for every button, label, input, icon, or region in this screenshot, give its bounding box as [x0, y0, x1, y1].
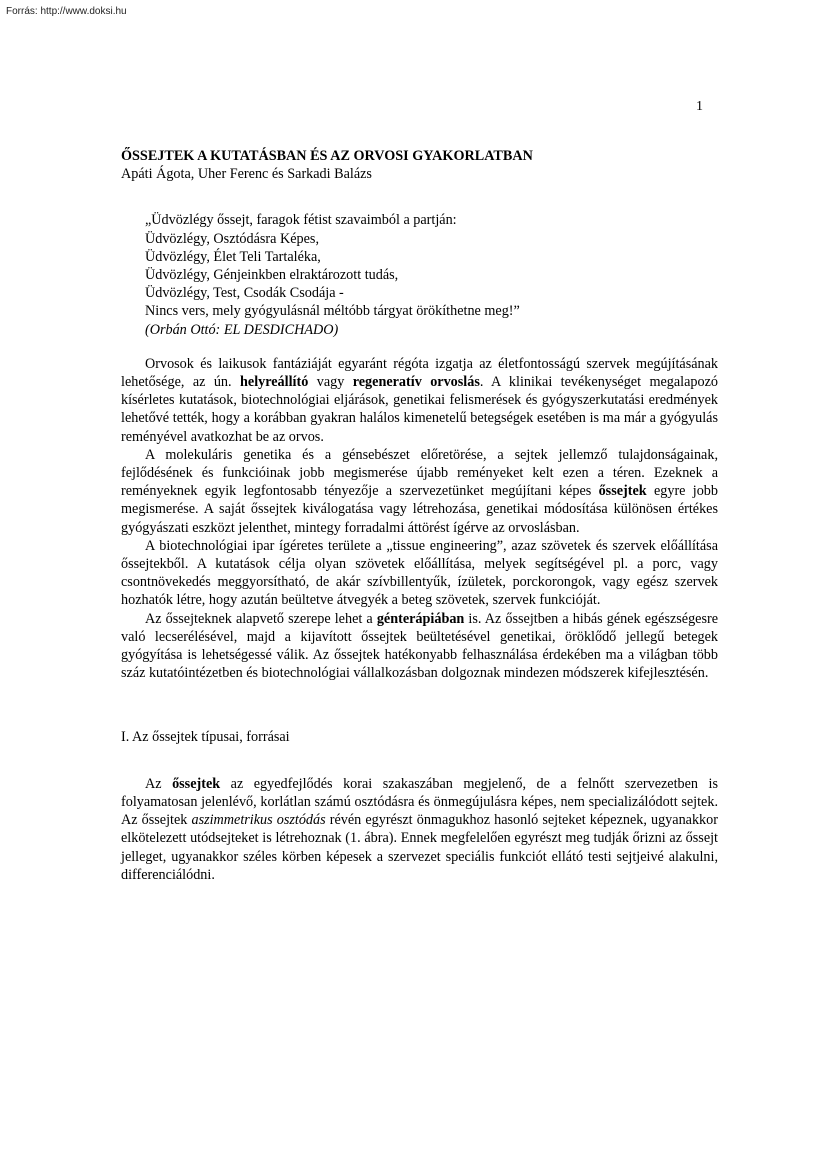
poem-line: Üdvözlégy, Élet Teli Tartaléka, [145, 248, 321, 265]
bold-term: őssejtek [172, 775, 221, 792]
article-authors: Apáti Ágota, Uher Ferenc és Sarkadi Balázs [121, 166, 372, 183]
italic-term: aszimmetrikus osztódás [191, 812, 326, 829]
body-paragraph [121, 537, 718, 610]
text-run: Az őssejteknek alapvető szerepe lehet a [145, 610, 377, 627]
body-paragraph [121, 355, 718, 446]
text-run: is. Az őssejtben a hibás gének egészségesre való lecserélésével, majd a kijavított őssejtek beültetésével genetikai, öröklődő jellegű betegek gyógyítása is lehetségessé válik. Az őssejtek hatékonyabb felhasználása érdekében ma a világban több száz kutatóintézetben és biotechnológiai vállalkozásban dolgoznak mindezen módszerek kifejlesztésén. [121, 610, 719, 682]
bold-term: őssejtek [598, 483, 647, 500]
article-title: ŐSSEJTEK A KUTATÁSBAN ÉS AZ ORVOSI GYAKORLATBAN [121, 148, 533, 164]
page-number: 1 [696, 99, 703, 114]
text-run: Orvosok és laikusok fantáziáját egyaránt régóta izgatja az életfontosságú szervek megújításának lehetősége, az ún. [121, 355, 718, 391]
text-run: vagy [308, 374, 353, 391]
bold-term: helyreállító [240, 374, 309, 391]
poem-line: Üdvözlégy, Osztódásra Képes, [145, 230, 320, 247]
body-paragraph [121, 775, 718, 884]
poem-line: Nincs vers, mely gyógyulásnál méltóbb tárgyat örökíthetne meg!” [145, 303, 520, 320]
body-paragraph [121, 446, 718, 537]
text-run: Az [145, 775, 173, 792]
text-run: A molekuláris genetika és a génsebészet előretörése, a sejtek jellemző tulajdonságainak, fejlődésének és funkcióinak jobb megismerése újabb reményeket kelt ezen a téren. Ezeknek a reményeknek egyik legfontosabb tényezője a szervezetünket megújítani képes [121, 446, 718, 500]
article [121, 147, 718, 884]
poem-line: Üdvözlégy, Génjeinkben elraktározott tudás, [145, 267, 399, 284]
poem-line: „Üdvözlégy őssejt, faragok fétist szavaimból a partján: [145, 212, 457, 229]
text-run: az egyedfejlődés korai szakaszában megjelenő, de a felnőtt szervezetben is folyamatosan jelenlévő, korlátlan számú osztódásra és önmegújulásra képes, nem specializálódott sejtek. Az őssejtek [121, 775, 718, 829]
poem-citation: (Orbán Ottó: EL DESDICHADO) [145, 321, 339, 338]
body-paragraph [121, 610, 718, 683]
intro-paragraphs [121, 355, 718, 683]
bold-term: génterápiában [376, 610, 465, 627]
section-paragraphs [121, 775, 718, 884]
poem-line: Üdvözlégy, Test, Csodák Csodája - [145, 285, 344, 302]
bold-term: regeneratív orvoslás [352, 374, 480, 391]
epigraph-poem [145, 211, 718, 338]
text-run: egyre jobb megismerése. A saját őssejtek kiválogatása vagy létrehozása, genetikai módosítása különösen értékes gyógyászati eszközt jelenthet, mintegy forradalmi áttörést ígérve az orvoslásban. [121, 483, 718, 536]
section-heading: I. Az őssejtek típusai, forrásai [121, 729, 290, 746]
text-run: . A klinikai tevékenységet megalapozó kísérletes kutatások, biotechnológiai eljárások, genetikai felismerések és gyógyszerkutatási eredmények lehetővé tették, hogy a korábban gyakran halálos kimenetelű betegségek esetében is ma már a gyógyulás reményével avatkozhat be az orvos. [121, 374, 718, 445]
text-run: A biotechnológiai ipar ígéretes területe a „tissue engineering”, azaz szövetek és szervek előállítása őssejtekből. A kutatások célja olyan szövetek előállítása, melyek segítségével pl. a porc, vagy csontnövekedés meggyorsítható, de akár szívbillentyűk, ízületek, porckorongok, vagy egész szervek hozhatók létre, hogy azután beültetve átvegyék a beteg szövetek, szervek funkcióját. [121, 537, 718, 609]
text-run: révén egyrészt önmagukhoz hasonló sejteket képeznek, ugyanakkor elkötelezett utódsejteket is létrehoznak (1. ábra). Ennek megfelelően egyrészt meg tudják őrizni az őssejt jelleget, ugyanakkor széles körben képesek a szervezet speciális funkciót ellátó testi sejtjeivé alakulni, differenciálódni. [121, 812, 718, 883]
source-line: Forrás: http://www.doksi.hu [6, 6, 127, 17]
